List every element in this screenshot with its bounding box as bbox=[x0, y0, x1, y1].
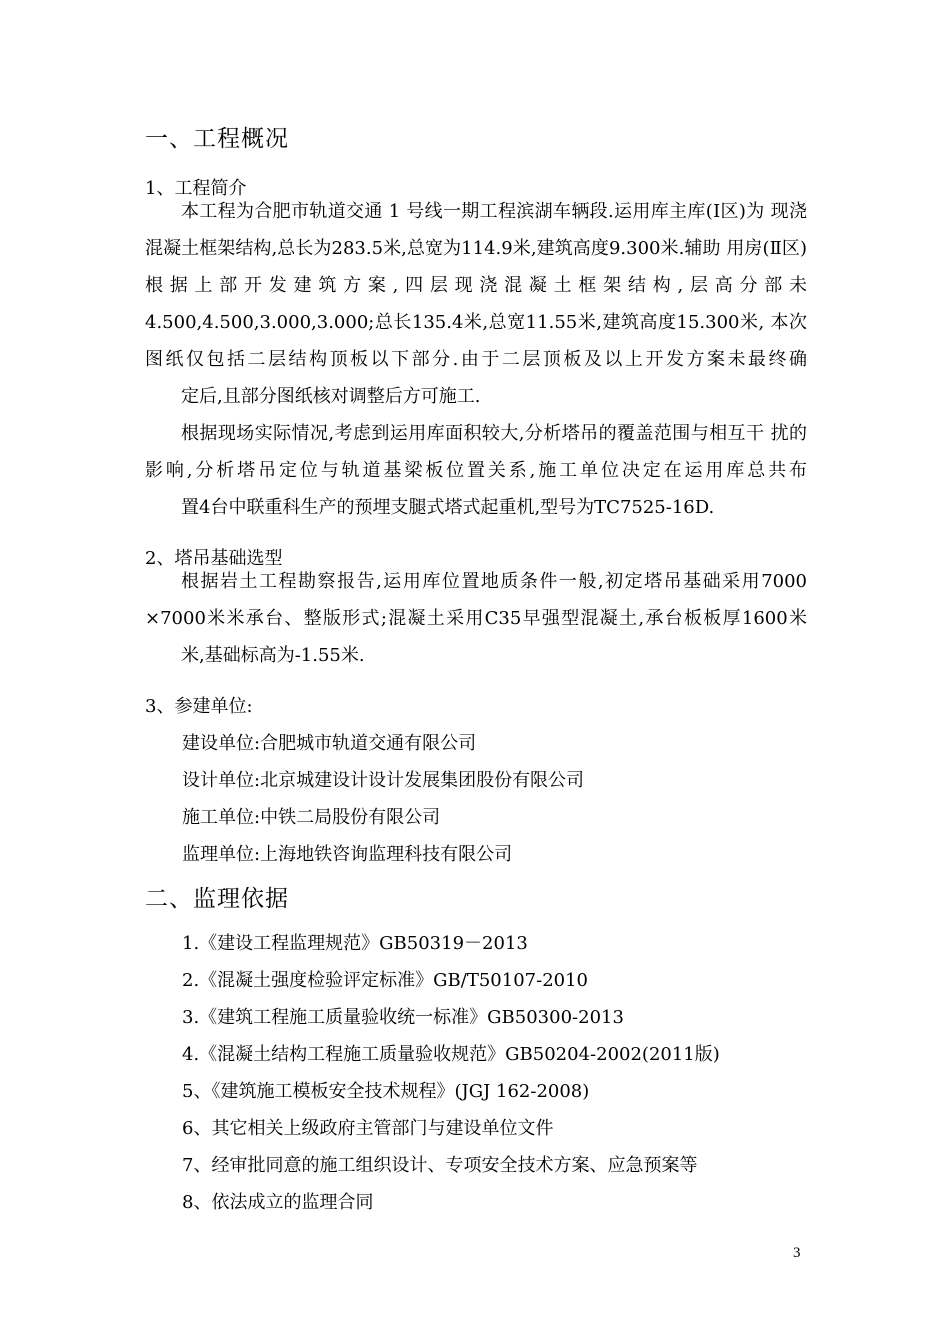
basis-item: 2.《混凝土强度检验评定标准》GB/T50107-2010 bbox=[182, 970, 589, 991]
text-line: 米,基础标高为-1.55米. bbox=[181, 645, 365, 666]
basis-item: 7、经审批同意的施工组织设计、专项安全技术方案、应急预案等 bbox=[182, 1155, 698, 1176]
unit-contractor: 施工单位:中铁二局股份有限公司 bbox=[182, 807, 441, 828]
basis-item: 3.《建筑工程施工质量验收统一标准》GB50300-2013 bbox=[182, 1007, 624, 1028]
section-1-title: 一、工程概况 bbox=[145, 126, 289, 152]
text-line: 4.500,4.500,3.000,3.000;总长135.4米,总宽11.55米,建筑高度15.300米, bbox=[145, 312, 765, 333]
text-line: 扰的影响,分析塔吊定位与轨道基梁板位置关系,施工单位决定在运用库总共布 bbox=[145, 423, 807, 481]
text-line: 现浇混凝土框架结构,总长为283.5米,总宽为114.9米,建筑高度9.300米.辅助 bbox=[145, 201, 807, 259]
basis-item: 5、《建筑施工模板安全技术规程》(JGJ 162-2008) bbox=[182, 1081, 590, 1102]
paragraph-project-intro bbox=[145, 193, 807, 415]
text-line: 根据现场实际情况,考虑到运用库面积较大,分析塔吊的覆盖范围与相互干 bbox=[181, 423, 765, 444]
basis-item: 6、其它相关上级政府主管部门与建设单位文件 bbox=[182, 1118, 554, 1139]
paragraph-foundation bbox=[145, 563, 807, 674]
text-line: ×7000米米承台、整版形式;混凝土采用C35早强型混凝土,承台板板厚1600米 bbox=[145, 608, 807, 629]
unit-designer: 设计单位:北京城建设计设计发展集团股份有限公司 bbox=[182, 770, 585, 791]
text-line: 本工程为合肥市轨道交通 1 号线一期工程滨湖车辆段.运用库主库(Ⅰ区)为 bbox=[181, 201, 765, 222]
text-line: 根据岩土工程勘察报告,运用库位置地质条件一般,初定塔吊基础采用7000 bbox=[181, 571, 807, 592]
text-line: 用房(Ⅱ区)根据上部开发建筑方案,四层现浇混凝土框架结构,层高分部未 bbox=[145, 238, 807, 296]
unit-supervisor: 监理单位:上海地铁咨询监理科技有限公司 bbox=[182, 844, 513, 865]
text-line: 本次图纸仅包括二层结构顶板以下部分.由于二层顶板及以上开发方案未最终确 bbox=[145, 312, 807, 370]
subsection-2-title: 2、塔吊基础选型 bbox=[145, 548, 283, 569]
basis-item: 8、依法成立的监理合同 bbox=[182, 1192, 374, 1213]
subsection-3-title: 3、参建单位: bbox=[145, 696, 253, 717]
page-number: 3 bbox=[793, 1245, 801, 1261]
basis-item: 4.《混凝土结构工程施工质量验收规范》GB50204-2002(2011版) bbox=[182, 1044, 720, 1065]
paragraph-tower-crane bbox=[145, 415, 807, 526]
text-line: 定后,且部分图纸核对调整后方可施工. bbox=[181, 386, 481, 407]
section-2-title: 二、监理依据 bbox=[145, 886, 289, 912]
text-line: 置4台中联重科生产的预埋支腿式塔式起重机,型号为TC7525-16D. bbox=[181, 497, 715, 518]
basis-item: 1.《建设工程监理规范》GB50319－2013 bbox=[182, 933, 528, 954]
subsection-1-title: 1、工程简介 bbox=[145, 178, 247, 199]
unit-owner: 建设单位:合肥城市轨道交通有限公司 bbox=[182, 733, 477, 754]
